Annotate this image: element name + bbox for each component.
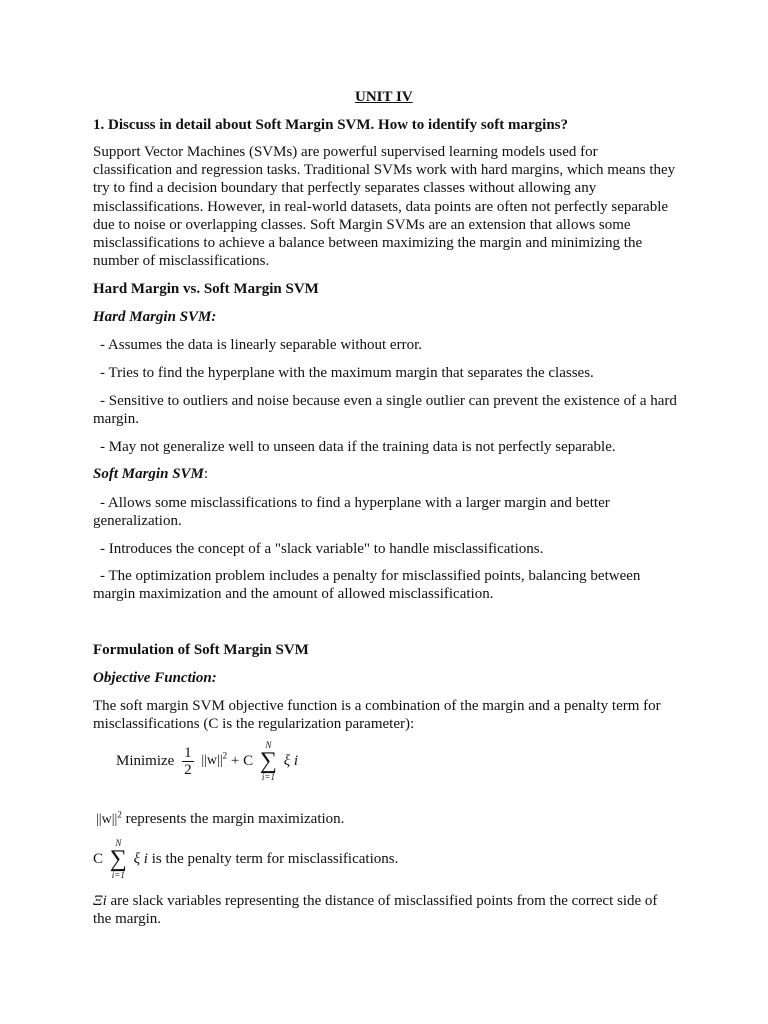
sigma-symbol: ∑: [109, 846, 127, 872]
unit-title: UNIT IV: [355, 89, 413, 105]
soft-margin-label-line: [93, 465, 208, 483]
eq-plus-c: + C: [230, 752, 254, 769]
note-slack-paragraph: [93, 892, 678, 928]
section-heading-formulation: Formulation of Soft Margin SVM: [93, 642, 309, 658]
section-heading-hard-vs-soft: Hard Margin vs. Soft Margin SVM: [93, 281, 319, 297]
sigma-symbol: ∑: [259, 748, 277, 774]
eq-sum-bottom: i=1: [261, 772, 275, 782]
hard-margin-label: Hard Margin SVM:: [93, 309, 217, 325]
note2-xi: ξ i: [133, 850, 148, 867]
note2-sum: [110, 838, 127, 880]
note-penalty-line: [93, 838, 398, 880]
note-margin-line: [96, 810, 344, 829]
hard-item-4: - May not generalize well to unseen data if the training data is not perfectly separable.: [100, 439, 616, 455]
soft-item-3: - The optimization problem includes a penalty for misclassified points, balancing between margin maximization and the amount of allowed misclassification.: [93, 568, 641, 603]
eq-w-norm: ||w||: [201, 752, 223, 768]
hard-item-3: - Sensitive to outliers and noise because even a single outlier can prevent the existence of a hard margin.: [93, 393, 677, 428]
eq-xi: ξ i: [283, 752, 299, 769]
eq-sum: [260, 740, 277, 782]
question-heading: 1. Discuss in detail about Soft Margin SVM. How to identify soft margins?: [93, 117, 569, 133]
note1-w-norm: ||w||: [96, 812, 118, 827]
note1-exponent: 2: [117, 809, 122, 820]
soft-item-2: - Introduces the concept of a "slack variable" to handle misclassifications.: [100, 541, 544, 557]
note1-text: represents the margin maximization.: [125, 811, 345, 827]
note3-text: are slack variables representing the distance of misclassified points from the correct side of the margin.: [93, 893, 658, 928]
hard-item-1: - Assumes the data is linearly separable without error.: [100, 337, 422, 353]
eq-exponent: 2: [222, 750, 228, 761]
note2-sum-top: N: [115, 838, 122, 848]
objective-equation: [116, 740, 298, 782]
note3-symbol: Ξi: [93, 893, 107, 909]
soft-margin-label: Soft Margin SVM: [93, 466, 204, 482]
note2-sum-bottom: i=1: [111, 870, 125, 880]
intro-paragraph: Support Vector Machines (SVMs) are powerful supervised learning models used for classification and regression tasks. Traditional SVMs work with hard margins, which means they try to find a decision boundary that perfectly separates classes without allowing any misclassifications. However, in real-world datasets, data points are often not perfectly separable due to noise or overlapping classes. Soft Margin SVMs are an extension that allows some misclassifications to achieve a balance between maximizing the margin and minimizing the number of misclassifications.: [93, 144, 676, 270]
hard-item-2: - Tries to find the hyperplane with the maximum margin that separates the classes.: [100, 365, 594, 381]
soft-margin-colon: :: [203, 466, 209, 482]
eq-fraction-num: 1: [184, 744, 192, 761]
eq-minimize: Minimize: [116, 752, 175, 769]
note2-c: C: [93, 850, 104, 867]
eq-fraction-den: 2: [184, 761, 192, 778]
soft-item-1: - Allows some misclassifications to find a hyperplane with a larger margin and better generalization.: [93, 495, 610, 530]
objective-function-label: Objective Function:: [93, 670, 217, 686]
objective-paragraph: The soft margin SVM objective function is a combination of the margin and a penalty term for misclassifications (C is the regularization parameter):: [93, 698, 661, 733]
eq-sum-top: N: [265, 740, 272, 750]
note2-text: is the penalty term for misclassifications.: [151, 850, 399, 867]
eq-fraction: [182, 745, 194, 778]
